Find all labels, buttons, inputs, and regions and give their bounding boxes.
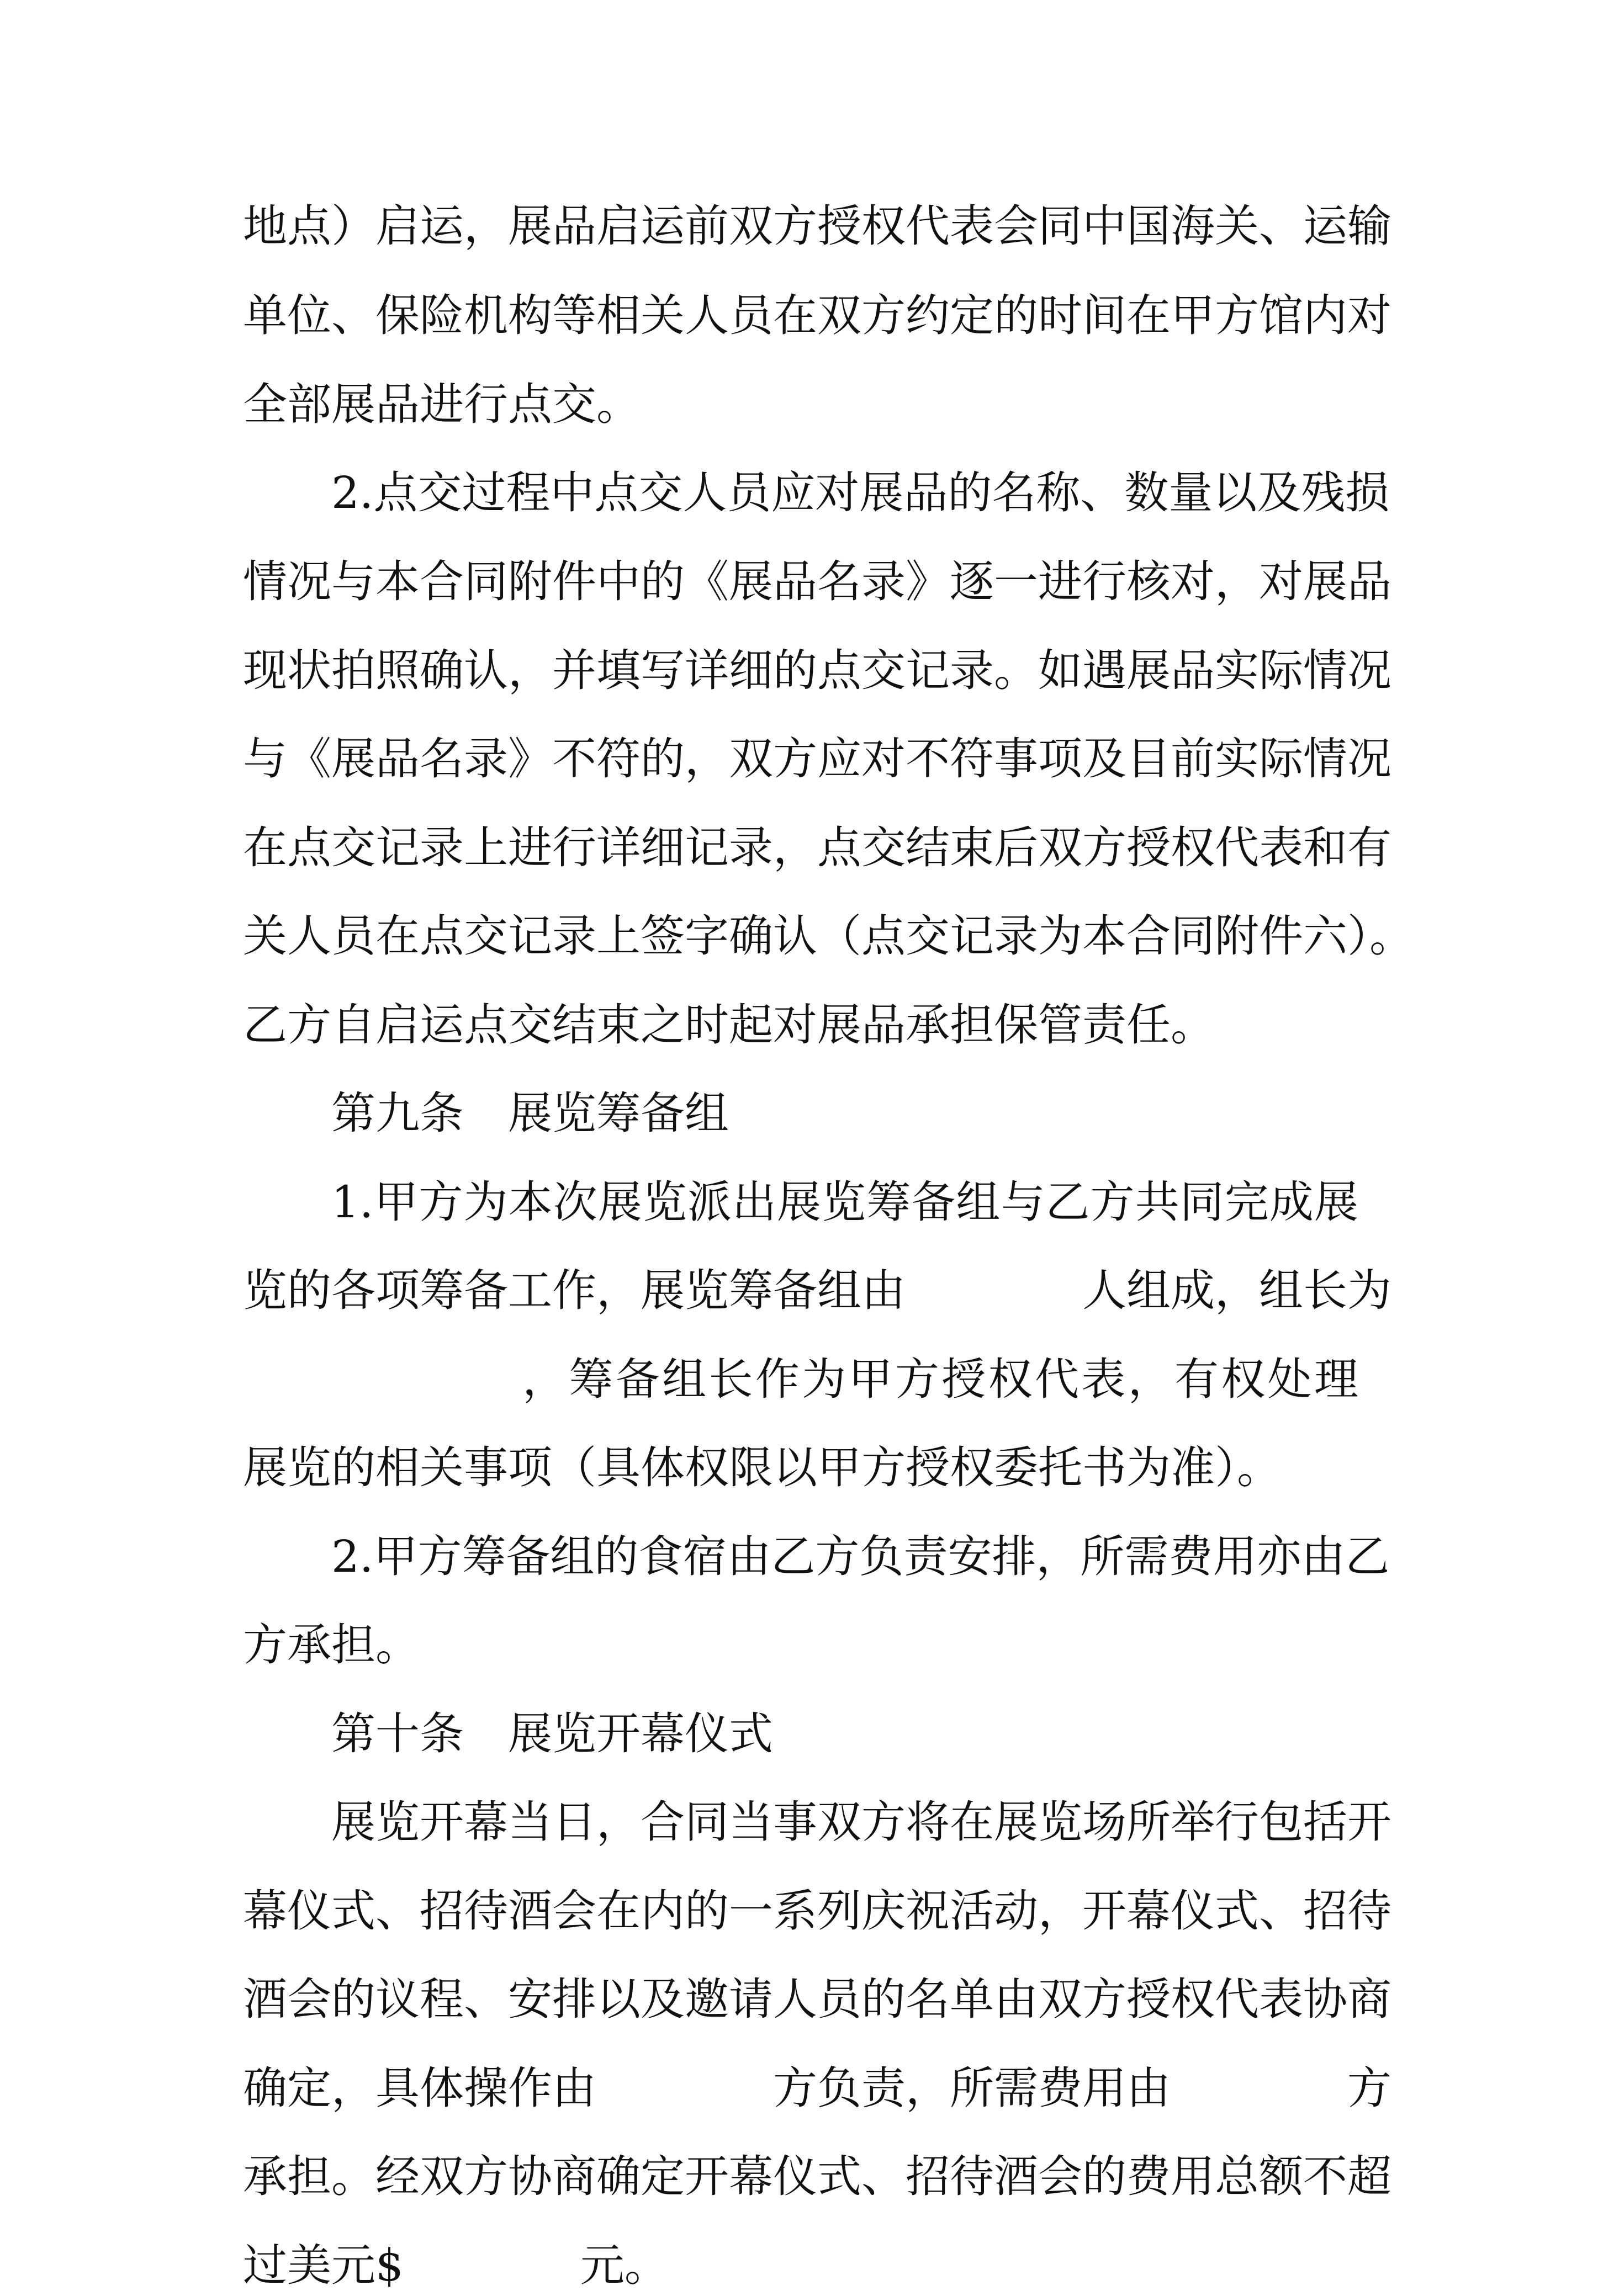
text-line: 酒会的议程、安排以及邀请人员的名单由双方授权代表协商	[243, 1974, 1391, 2025]
text-line: ，筹备组长作为甲方授权代表，有权处理	[243, 1354, 1358, 1405]
article-heading: 第九条 展览筹备组	[331, 1088, 729, 1139]
text-line: 过美元$ 元。	[243, 2240, 669, 2291]
text-line: 关人员在点交记录上签字确认（点交记录为本合同附件六）。	[243, 910, 1414, 962]
text-line: 览的各项筹备工作，展览筹备组由 人组成，组长为	[243, 1265, 1391, 1316]
text-line: 地点）启运，展品启运前双方授权代表会同中国海关、运输	[243, 200, 1391, 252]
text-line: 2.甲方筹备组的食宿由乙方负责安排，所需费用亦由乙	[331, 1531, 1390, 1582]
text-line: 与《展品名录》不符的，双方应对不符事项及目前实际情况	[243, 733, 1391, 784]
text-line: 全部展品进行点交。	[243, 379, 641, 430]
text-line: 承担。经双方协商确定开幕仪式、招待酒会的费用总额不超	[243, 2151, 1391, 2202]
text-line: 2.点交过程中点交人员应对展品的名称、数量以及残损	[331, 467, 1390, 518]
text-line: 展览开幕当日，合同当事双方将在展览场所举行包括开	[331, 1796, 1391, 1848]
text-line: 单位、保险机构等相关人员在双方约定的时间在甲方馆内对	[243, 290, 1391, 341]
text-line: 乙方自启运点交结束之时起对展品承担保管责任。	[243, 999, 1215, 1051]
text-line: 确定，具体操作由 方负责，所需费用由 方	[243, 2062, 1391, 2114]
text-line: 在点交记录上进行详细记录，点交结束后双方授权代表和有	[243, 822, 1391, 873]
text-line: 幕仪式、招待酒会在内的一系列庆祝活动，开幕仪式、招待	[243, 1885, 1391, 1937]
text-line: 情况与本合同附件中的《展品名录》逐一进行核对，对展品	[243, 556, 1391, 607]
text-line: 1.甲方为本次展览派出展览筹备组与乙方共同完成展	[331, 1176, 1358, 1228]
text-line: 方承担。	[243, 1619, 420, 1671]
article-heading: 第十条 展览开幕仪式	[331, 1708, 773, 1759]
text-line: 现状拍照确认，并填写详细的点交记录。如遇展品实际情况	[243, 645, 1391, 696]
text-line: 展览的相关事项（具体权限以甲方授权委托书为准）。	[243, 1442, 1281, 1493]
